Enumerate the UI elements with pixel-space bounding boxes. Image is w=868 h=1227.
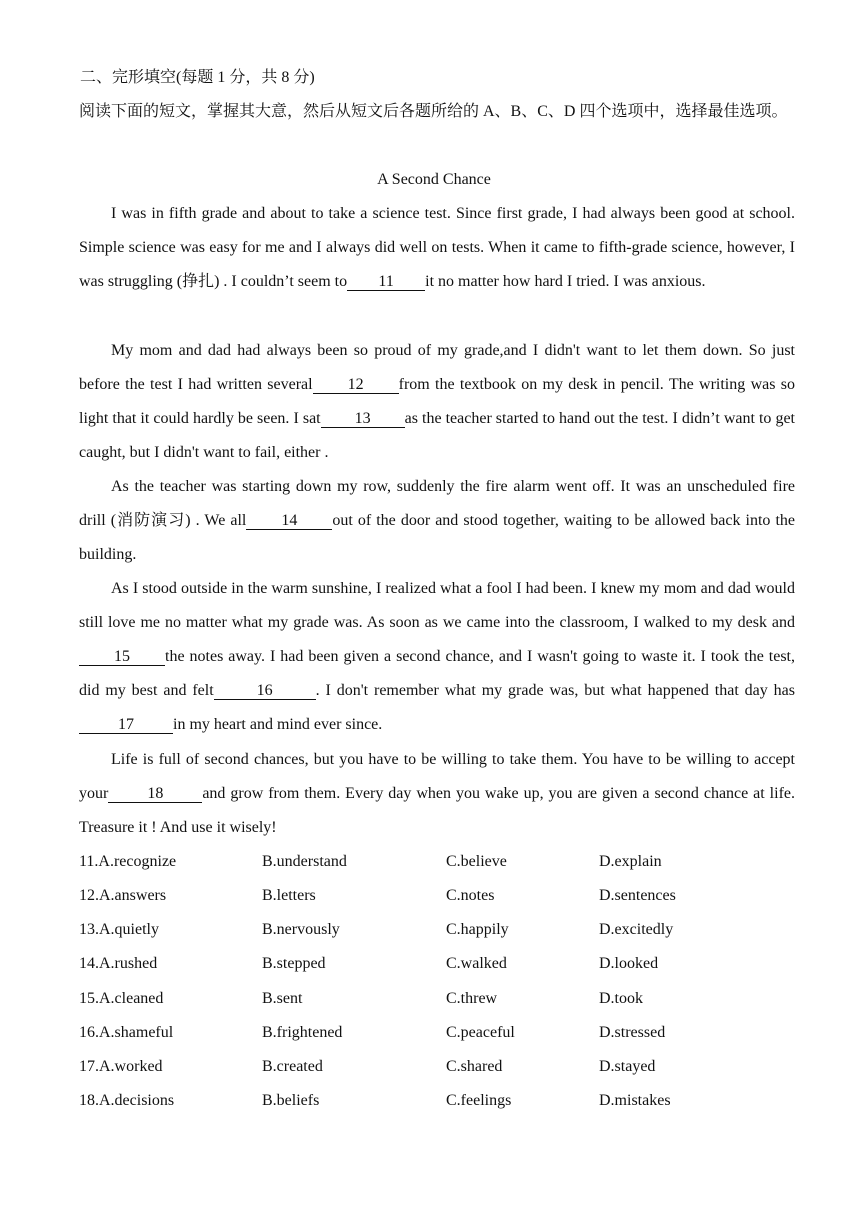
section-title: 二、完形填空(每题 1 分，共 8 分) xyxy=(80,69,315,86)
option-d: D.excitedly xyxy=(599,921,674,939)
blank-13: 13 xyxy=(321,411,405,428)
paragraph-text: My mom and dad had always been so proud of my grade,and I didn't want to let them down. So just before the test I had written several xyxy=(79,342,795,394)
paragraph-text: from the textbook on my desk in pencil. The writing was so light that it could hardly be seen. I sat xyxy=(79,376,795,428)
paragraph-4 xyxy=(79,572,795,742)
blank-18: 18 xyxy=(108,786,202,803)
option-d: D.sentences xyxy=(599,887,676,905)
blank-15: 15 xyxy=(79,649,165,666)
option-b: B.beliefs xyxy=(262,1091,320,1109)
option-c: C.happily xyxy=(446,921,509,939)
paragraph-2 xyxy=(79,334,795,470)
option-c: C.feelings xyxy=(446,1091,512,1109)
paragraph-text: in my heart and mind ever since. xyxy=(173,716,383,734)
option-c: C.peaceful xyxy=(446,1023,515,1041)
option-a: 14.A.rushed xyxy=(79,955,158,973)
option-b: B.sent xyxy=(262,989,303,1007)
paragraph-5 xyxy=(79,743,795,845)
paragraph-text: out of the door and stood together, waiting to be allowed back into the building. xyxy=(79,512,796,564)
paragraph-text: As I stood outside in the warm sunshine, I realized what a fool I had been. I knew my mom and dad would still love me no matter what my grade was. As soon as we came into the classroom, I walked to my desk and xyxy=(79,580,795,632)
paragraph-text: and grow from them. Every day when you wake up, you are given a second chance at life. Treasure it ! And use it wisely! xyxy=(79,785,795,837)
instructions: 阅读下面的短文，掌握其大意，然后从短文后各题所给的 A、B、C、D 四个选项中，选择最佳选项。 xyxy=(79,103,788,120)
option-c: C.threw xyxy=(446,989,498,1007)
question-row xyxy=(79,1091,799,1125)
option-d: D.stayed xyxy=(599,1057,656,1075)
paragraph-text: I was in fifth grade and about to take a science test. Since first grade, I had always been good at school. Simple science was easy for me and I always did well on tests. When it came to fifth-grade science, however, I was struggling (挣扎) . I couldn’t seem to xyxy=(79,205,795,291)
blank-16: 16 xyxy=(214,683,316,700)
option-b: B.understand xyxy=(262,853,347,870)
option-b: B.stepped xyxy=(262,955,326,973)
paragraph-text: Life is full of second chances, but you have to be willing to take them. You have to be willing to accept your xyxy=(79,751,795,803)
question-row xyxy=(79,852,799,886)
paragraph-text: as the teacher started to hand out the test. I didn’t want to get caught, but I didn't want to fail, either . xyxy=(79,410,795,462)
option-d: D.explain xyxy=(599,853,662,870)
option-a: 18.A.decisions xyxy=(79,1091,175,1109)
option-a: 11.A.recognize xyxy=(79,853,177,870)
option-d: D.mistakes xyxy=(599,1091,671,1109)
blank-14: 14 xyxy=(246,513,332,530)
blank-11: 11 xyxy=(347,274,425,291)
paragraph-1 xyxy=(79,197,795,299)
blank-12: 12 xyxy=(313,377,399,394)
option-b: B.frightened xyxy=(262,1023,343,1041)
answer-options xyxy=(79,852,799,1125)
option-a: 17.A.worked xyxy=(79,1057,163,1075)
option-d: D.stressed xyxy=(599,1023,666,1041)
option-c: C.believe xyxy=(446,853,507,870)
option-b: B.nervously xyxy=(262,921,340,939)
option-d: D.looked xyxy=(599,955,659,973)
paragraph-text: it no matter how hard I tried. I was anxious. xyxy=(425,273,706,291)
paragraph-text: . I don't remember what my grade was, but what happened that day has xyxy=(315,682,795,700)
option-c: C.notes xyxy=(446,887,495,905)
paragraph-text: the notes away. I had been given a second chance, and I wasn't going to waste it. I took the test, did my best and felt xyxy=(79,648,795,700)
option-d: D.took xyxy=(599,989,643,1007)
passage-title: A Second Chance xyxy=(377,171,491,188)
option-a: 12.A.answers xyxy=(79,887,167,905)
question-row xyxy=(79,954,799,988)
option-c: C.shared xyxy=(446,1057,503,1075)
question-row xyxy=(79,1023,799,1057)
paragraph-3 xyxy=(79,470,795,572)
option-a: 16.A.shameful xyxy=(79,1023,174,1041)
blank-17: 17 xyxy=(79,717,173,734)
question-row xyxy=(79,886,799,920)
option-a: 15.A.cleaned xyxy=(79,989,164,1007)
question-row xyxy=(79,1057,799,1091)
question-row xyxy=(79,920,799,954)
option-b: B.created xyxy=(262,1057,323,1075)
paragraph-text: As the teacher was starting down my row, suddenly the fire alarm went off. It was an unscheduled fire drill (消防演习) . We all xyxy=(79,478,795,530)
option-c: C.walked xyxy=(446,955,507,973)
option-a: 13.A.quietly xyxy=(79,921,159,939)
question-row xyxy=(79,989,799,1023)
option-b: B.letters xyxy=(262,887,316,905)
